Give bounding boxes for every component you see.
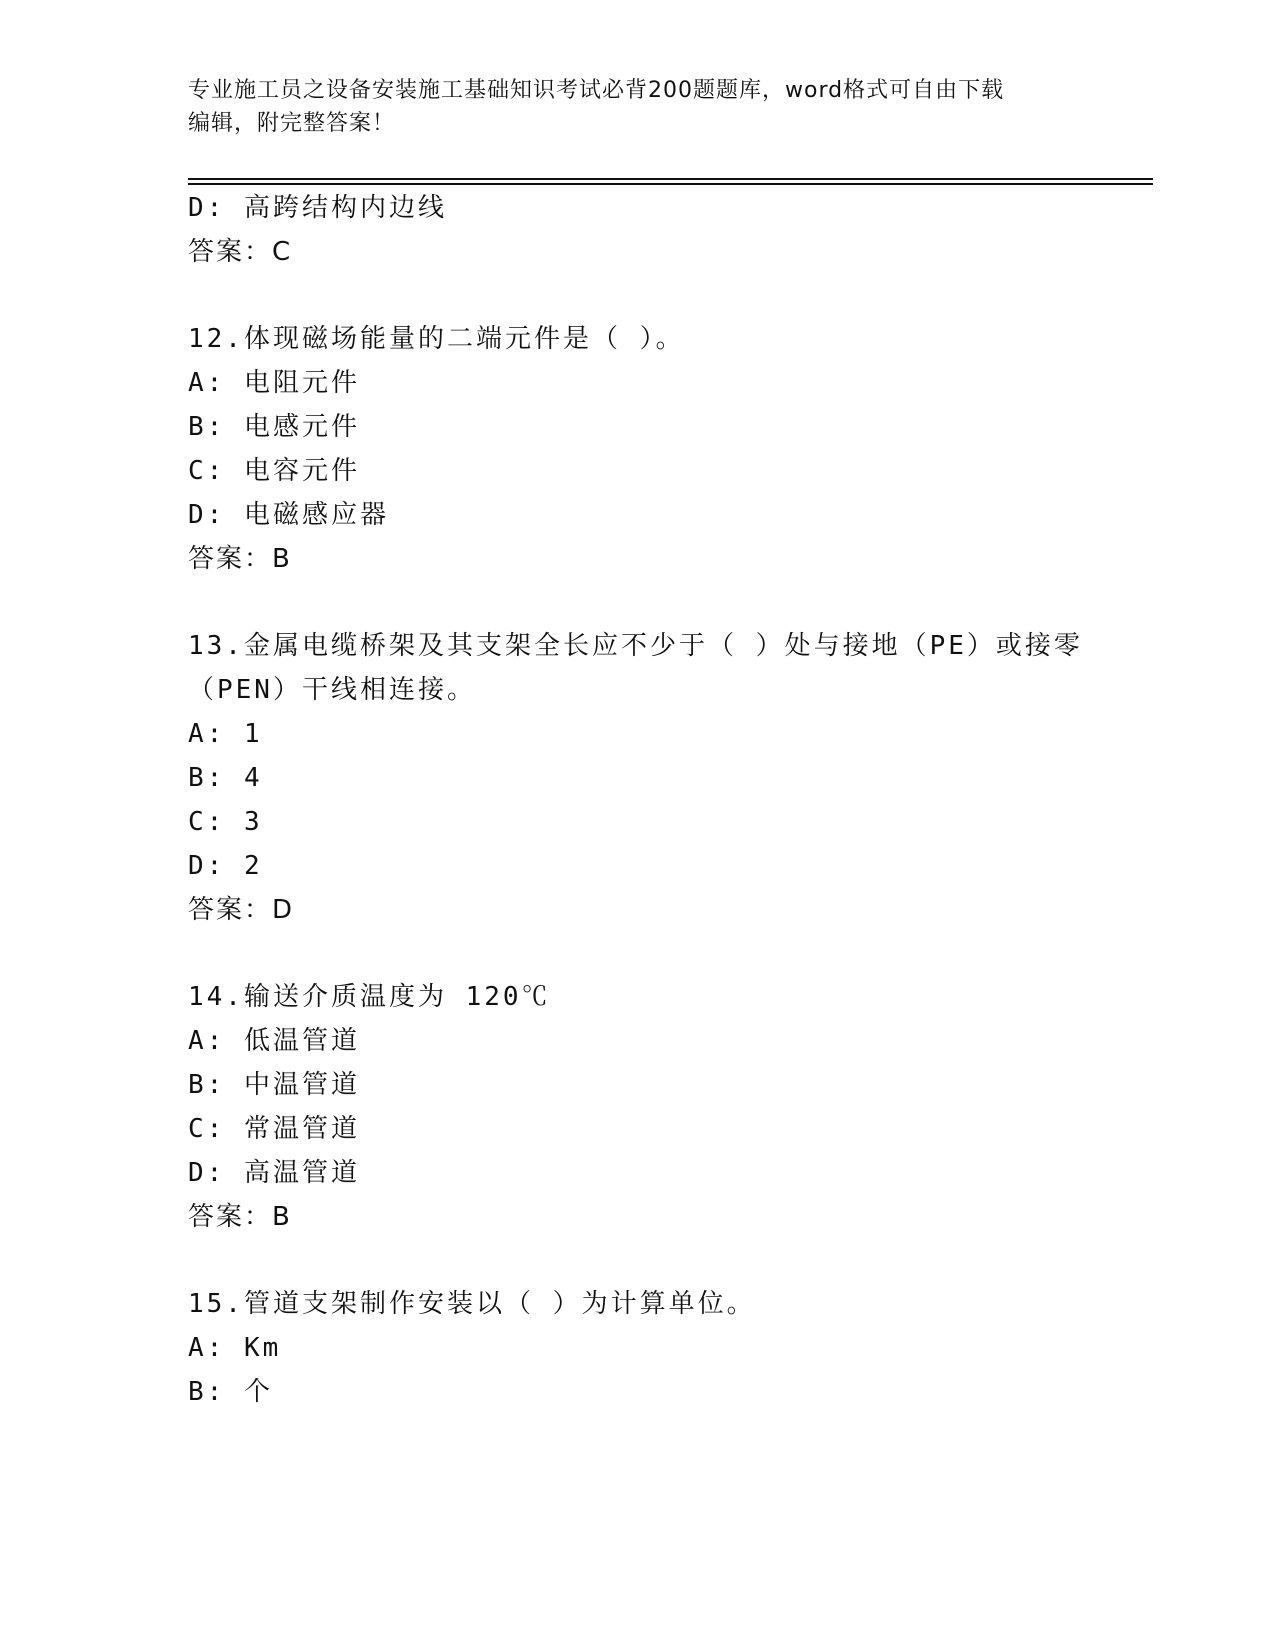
q14-option-b: B: 中温管道 bbox=[188, 1070, 360, 1100]
q12-option-c: C: 电容元件 bbox=[188, 456, 360, 486]
q13-stem-line-2: （PEN）干线相连接。 bbox=[188, 675, 476, 705]
q13-option-a: A: 1 bbox=[188, 719, 263, 749]
q12-option-a: A: 电阻元件 bbox=[188, 368, 360, 398]
q14-option-c: C: 常温管道 bbox=[188, 1114, 360, 1144]
q13-option-c: C: 3 bbox=[188, 807, 263, 837]
q13-option-b: B: 4 bbox=[188, 763, 263, 793]
q12-stem: 12.体现磁场能量的二端元件是（ ）。 bbox=[188, 324, 685, 354]
q12-answer: 答案：B bbox=[188, 544, 292, 574]
q13-stem-line-1: 13.金属电缆桥架及其支架全长应不少于（ ）处与接地（PE）或接零 bbox=[188, 631, 1083, 661]
document-header bbox=[188, 74, 1088, 140]
q14-option-d: D: 高温管道 bbox=[188, 1158, 360, 1188]
q14-option-a: A: 低温管道 bbox=[188, 1026, 360, 1056]
q15-option-a: A: Km bbox=[188, 1333, 282, 1363]
header-divider-top bbox=[188, 178, 1153, 180]
header-line-1: 专业施工员之设备安装施工基础知识考试必背200题题库，word格式可自由下载 bbox=[188, 78, 1005, 103]
header-line-2: 编辑，附完整答案！ bbox=[188, 111, 396, 136]
q12-option-b: B: 电感元件 bbox=[188, 412, 360, 442]
header-divider-bottom bbox=[188, 183, 1153, 185]
prev-answer: 答案：C bbox=[188, 237, 293, 267]
q12-option-d: D: 电磁感应器 bbox=[188, 500, 389, 530]
q13-answer: 答案：D bbox=[188, 895, 295, 925]
q15-option-b: B: 个 bbox=[188, 1377, 273, 1407]
q14-answer: 答案：B bbox=[188, 1202, 292, 1232]
q14-stem: 14.输送介质温度为 120℃ bbox=[188, 982, 551, 1012]
prev-option-d: D: 高跨结构内边线 bbox=[188, 193, 447, 223]
q13-option-d: D: 2 bbox=[188, 851, 263, 881]
q15-stem: 15.管道支架制作安装以（ ）为计算单位。 bbox=[188, 1289, 756, 1319]
